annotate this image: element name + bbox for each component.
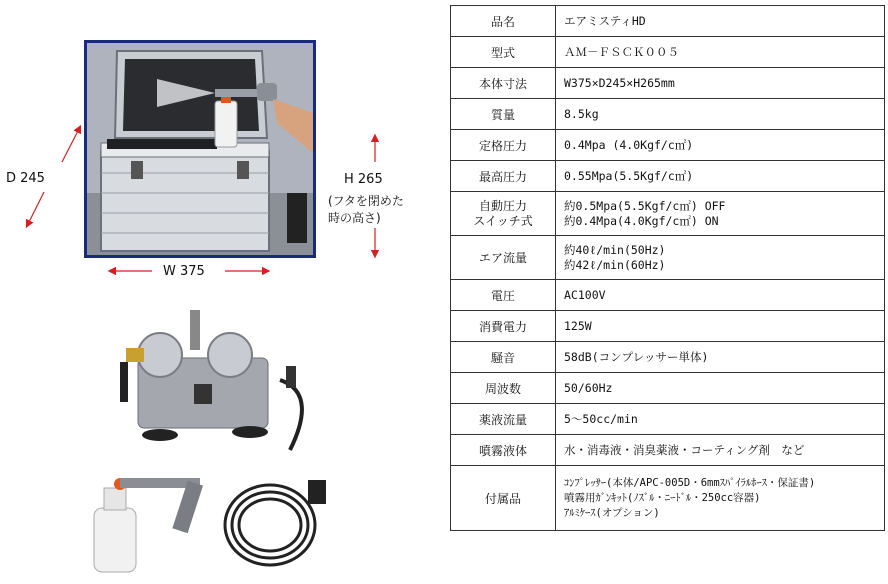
spec-value: 125W bbox=[556, 311, 885, 342]
height-note: (フタを閉めた 時の高さ) bbox=[328, 194, 404, 225]
spec-label: 消費電力 bbox=[451, 311, 556, 342]
spec-value: 0.4Mpa (4.0Kgf/c㎡) bbox=[556, 130, 885, 161]
parts-photo bbox=[90, 300, 350, 580]
spec-value: 50/60Hz bbox=[556, 373, 885, 404]
spec-value: 5～50cc/min bbox=[556, 404, 885, 435]
table-row bbox=[451, 342, 885, 373]
spec-label: 噴霧液体 bbox=[451, 435, 556, 466]
table-row bbox=[451, 192, 885, 236]
width-label: W 375 bbox=[163, 264, 205, 279]
table-row bbox=[451, 99, 885, 130]
table-row bbox=[451, 6, 885, 37]
spec-table bbox=[450, 5, 885, 531]
table-row bbox=[451, 130, 885, 161]
height-label: H 265 bbox=[344, 172, 383, 187]
table-row bbox=[451, 311, 885, 342]
spec-value: 8.5kg bbox=[556, 99, 885, 130]
spec-label: 質量 bbox=[451, 99, 556, 130]
spec-label: 最高圧力 bbox=[451, 161, 556, 192]
spec-value: 水・消毒液・消臭薬液・コーティング剤 など bbox=[556, 435, 885, 466]
spec-value: 約40ℓ/min(50Hz) 約42ℓ/min(60Hz) bbox=[556, 236, 885, 280]
spec-value: 約0.5Mpa(5.5Kgf/c㎡) OFF 約0.4Mpa(4.0Kgf/c㎡) ON bbox=[556, 192, 885, 236]
table-row bbox=[451, 373, 885, 404]
table-row bbox=[451, 37, 885, 68]
table-row bbox=[451, 161, 885, 192]
spec-value: 0.55Mpa(5.5Kgf/c㎡) bbox=[556, 161, 885, 192]
depth-label: D 245 bbox=[6, 171, 45, 186]
spec-label: 薬液流量 bbox=[451, 404, 556, 435]
table-row bbox=[451, 236, 885, 280]
table-row bbox=[451, 466, 885, 531]
spec-label: 付属品 bbox=[451, 466, 556, 531]
spec-label: 定格圧力 bbox=[451, 130, 556, 161]
spec-label: 騒音 bbox=[451, 342, 556, 373]
spec-value: AC100V bbox=[556, 280, 885, 311]
spec-label: 型式 bbox=[451, 37, 556, 68]
spec-label: 本体寸法 bbox=[451, 68, 556, 99]
spec-label: 電圧 bbox=[451, 280, 556, 311]
spec-value: ＡＭ－ＦＳＣＫ００５ bbox=[556, 37, 885, 68]
spec-label: エア流量 bbox=[451, 236, 556, 280]
table-row bbox=[451, 68, 885, 99]
spec-value: 58dB(コンプレッサー単体) bbox=[556, 342, 885, 373]
table-row bbox=[451, 404, 885, 435]
spec-value: ｺﾝﾌﾟﾚｯｻｰ(本体/APC-005D・6mmｽﾊﾟｲﾗﾙﾎｰｽ・保証書) 噴霧用ｶﾞﾝｷｯﾄ(ﾉｽﾞﾙ・ﾆｰﾄﾞﾙ・250cc容器) ｱﾙﾐｹｰｽ(オプション) bbox=[556, 466, 885, 531]
spec-value: エアミスティHD bbox=[556, 6, 885, 37]
table-row bbox=[451, 280, 885, 311]
spec-label: 品名 bbox=[451, 6, 556, 37]
spec-value: W375×D245×H265mm bbox=[556, 68, 885, 99]
table-row bbox=[451, 435, 885, 466]
spec-label: 自動圧力 スイッチ式 bbox=[451, 192, 556, 236]
spec-label: 周波数 bbox=[451, 373, 556, 404]
